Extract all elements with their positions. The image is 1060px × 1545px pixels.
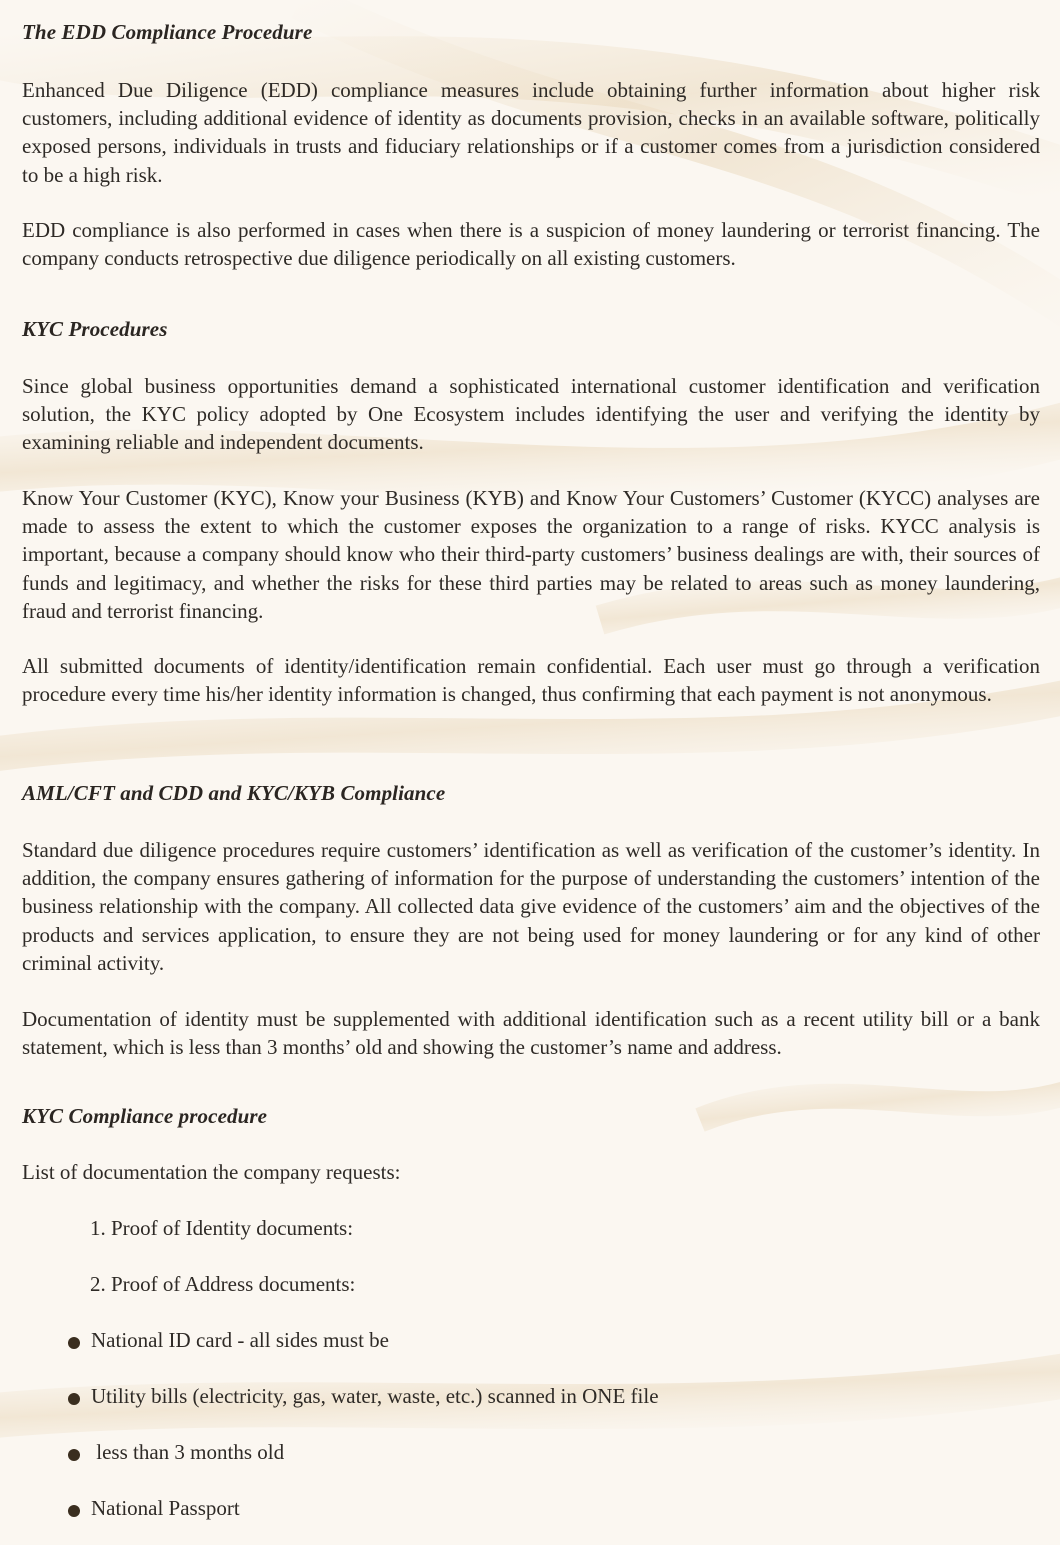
aml-paragraph-2: Documentation of identity must be supplemented with additional identification such as a recent utility bill or a bank statement, which is less than 3 months’ old and showing the customer’s name and address. [22,1007,1040,1060]
kyc-paragraph-3: All submitted documents of identity/identification remain confidential. Each user must go through a verification procedure every time his/her identity information is changed, thus confirming that each payment is not anonymous. [22,654,1040,707]
kyc-paragraph-1: Since global business opportunities demand a sophisticated international customer identification and verification solution, the KYC policy adopted by One Ecosystem includes identifying the user and verifying the identity by examining reliable and independent documents. [22,374,1040,455]
aml-paragraph-1: Standard due diligence procedures require customers’ identification as well as verification of the customer’s identity. In addition, the company ensures gathering of information for the purpose of understanding the customers’ intention of the business relationship with the company. All collected data give evidence of the customers’ aim and the objectives of the products and services application, to ensure they are not being used for money laundering or for any kind of other criminal activity. [22,838,1040,975]
list-item: Utility bills (electricity, gas, water, waste, etc.) scanned in ONE file [91,1384,659,1408]
bullet-dot-icon [68,1393,80,1405]
section-heading-kyc-compliance: KYC Compliance procedure [22,1104,268,1128]
section-heading-aml-cft: AML/CFT and CDD and KYC/KYB Compliance [22,781,446,805]
bullet-dot-icon [68,1449,80,1461]
bullet-dot-icon [68,1505,80,1517]
documentation-intro: List of documentation the company requests: [22,1160,401,1184]
section-heading-kyc-procedures: KYC Procedures [22,317,168,341]
kyc-paragraph-2: Know Your Customer (KYC), Know your Business (KYB) and Know Your Customers’ Customer (KYCC) analyses are made to assess the extent to which the customer exposes the organization to a range of risks. KYCC analysis is important, because a company should know who their third-party customers’ business dealings are with, their sources of funds and legitimacy, and whether the risks for these third parties may be related to areas such as money laundering, fraud and terrorist financing. [22,486,1040,623]
numbered-item-proof-of-address: 2. Proof of Address documents: [90,1272,356,1296]
edd-paragraph-1: Enhanced Due Diligence (EDD) compliance measures include obtaining further information about higher risk customers, including additional evidence of identity as documents provision, checks in an available software, politically exposed persons, individuals in trusts and fiduciary relationships or if a customer comes from a jurisdiction considered to be a high risk. [22,78,1040,187]
list-item: less than 3 months old [91,1440,285,1464]
bullet-dot-icon [68,1337,80,1349]
section-heading-edd: The EDD Compliance Procedure [22,20,313,44]
list-item: National Passport [91,1496,240,1520]
list-item: National ID card - all sides must be [91,1328,389,1352]
numbered-item-proof-of-identity: 1. Proof of Identity documents: [90,1216,354,1240]
edd-paragraph-2: EDD compliance is also performed in cases when there is a suspicion of money laundering or terrorist financing. The company conducts retrospective due diligence periodically on all existing customers. [22,218,1040,271]
